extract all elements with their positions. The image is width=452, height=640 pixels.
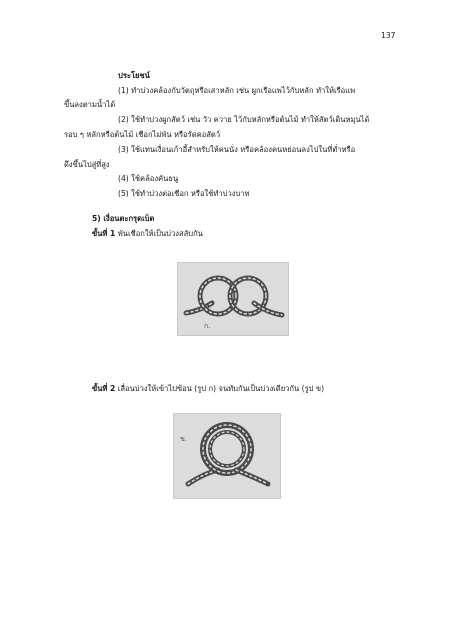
benefit-item-3-line-1: (3) ใช้แทนเงื่อนเก้าอี้สำหรับให้คนนั่ง หรือคล้องคนหย่อนลงไปในที่ต่ำหรือ [118,145,356,154]
step-2-label: ขั้นที่ 2 [92,384,116,393]
step-1 [92,228,203,239]
figure-b-rope-illustration [174,414,280,498]
benefit-item-1-line-1: (1) ทำบ่วงคล้องกับวัตถุหรือเสาหลัก เช่น ผูกเรือแพไว้กับหลัก ทำให้เรือแพ [118,86,356,95]
benefit-item-1-line-2: ขึ้นลงตามน้ำได้ [64,100,116,109]
step-2 [92,383,324,394]
section-title: 5) เงื่อนตะกรุดเบ็ด [92,214,155,223]
figure-b [173,413,281,499]
benefit-item-3-line-2: ดึงขึ้นไปสู่ที่สูง [64,160,110,169]
step-1-label: ขั้นที่ 1 [92,229,116,238]
benefit-item-4: (4) ใช้คล้องคันธนู [118,174,179,183]
benefit-item-2-line-2: รอบ ๆ หลักหรือต้นไม้ เชือกไม่พัน หรือรัดคอสัตว์ [64,130,221,139]
step-1-text: พันเชือกให้เป็นบ่วงสลับกัน [115,229,203,238]
figure-a-label: ก. [204,322,211,330]
benefits-heading: ประโยชน์ [118,71,150,80]
page-number: 137 [381,31,396,40]
step-2-text: เลื่อนบ่วงให้เข้าไปซ้อน (รูป ก) จนทับกันเป็นบ่วงเดียวกัน (รูป ข) [115,384,325,393]
figure-a-rope-illustration [178,263,288,335]
figure-a [177,262,289,336]
figure-b-label: ข. [180,435,188,443]
benefit-item-2-line-1: (2) ใช้ทำบ่วงผูกสัตว์ เช่น วัว ควาย ไว้กับหลักหรือต้นไม้ ทำให้สัตว์เดินหมุนได้ [118,115,370,124]
benefit-item-5: (5) ใช้ทำบ่วงต่อเชือก หรือใช้ทำบ่วงบาท [118,189,250,198]
